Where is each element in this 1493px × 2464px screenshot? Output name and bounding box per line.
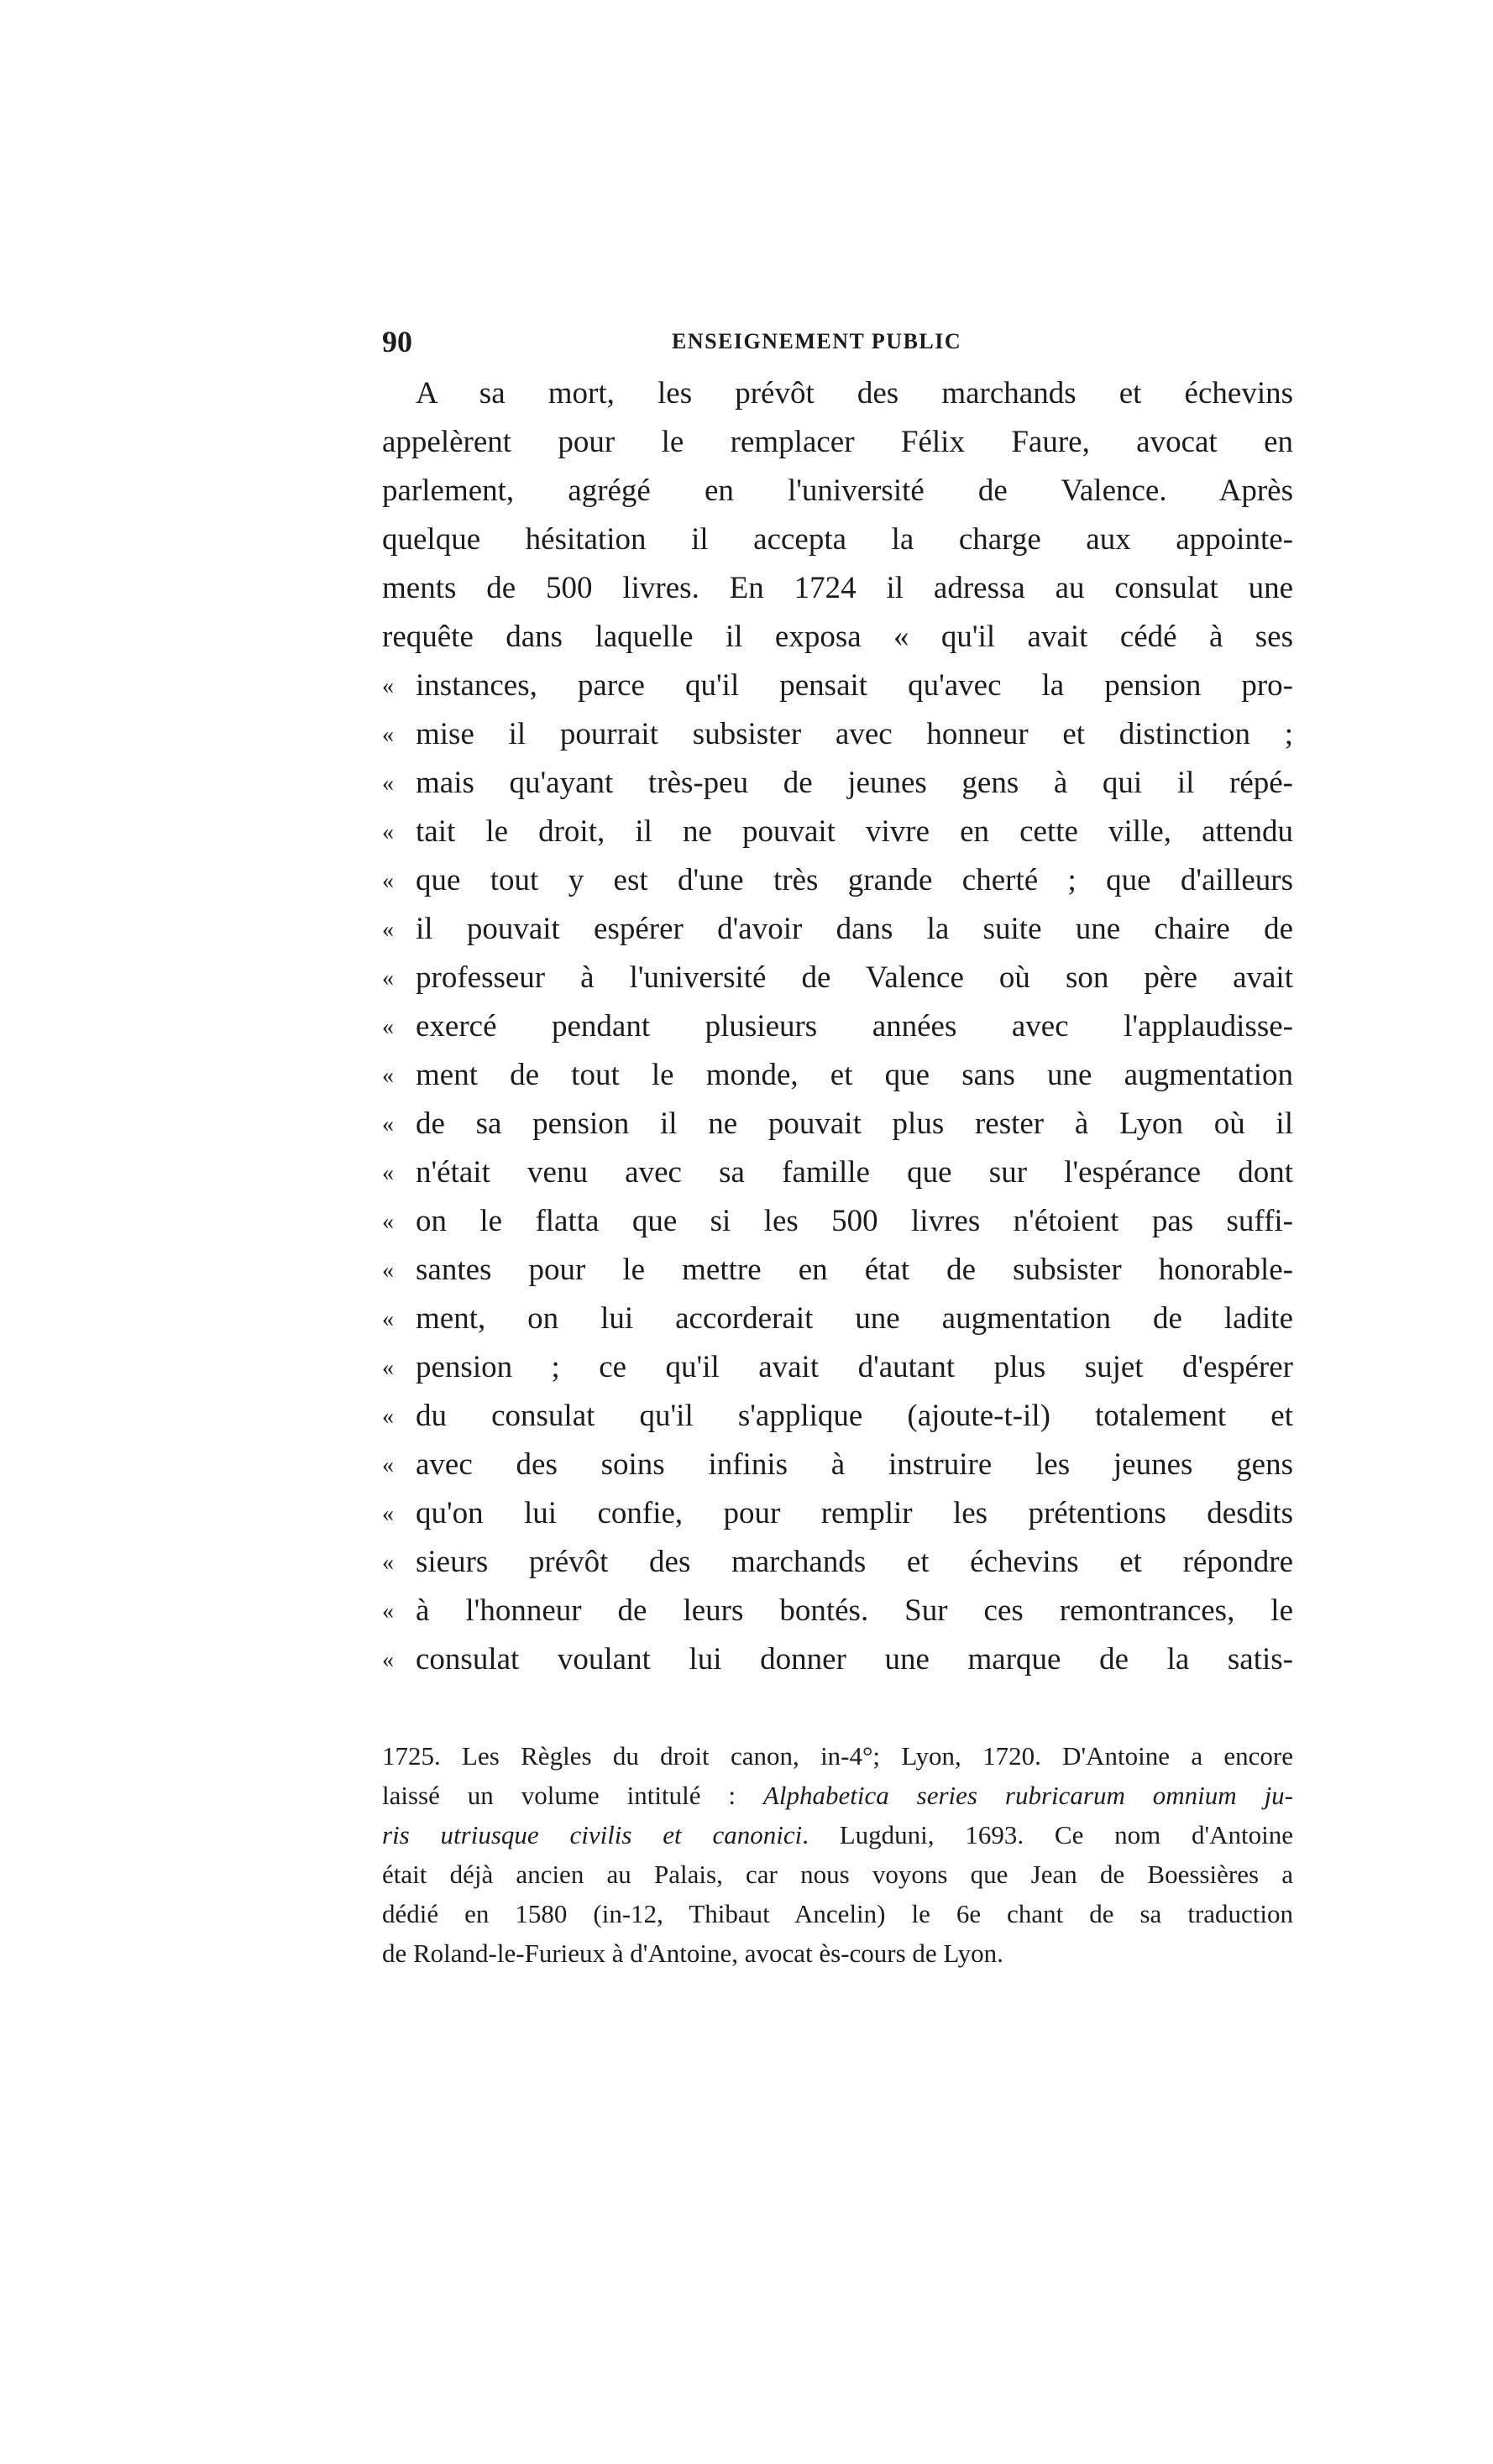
- quoted-line-text: tait le droit, il ne pouvait vivre en cette ville, attendu: [416, 814, 1293, 849]
- quote-mark: «: [382, 1404, 394, 1430]
- quoted-line-text: instances, parce qu'il pensait qu'avec la pension pro-: [416, 668, 1293, 703]
- quote-mark: «: [382, 1014, 394, 1040]
- quote-mark: «: [382, 1598, 394, 1624]
- footnote-line: [382, 1815, 1293, 1855]
- quoted-line: [382, 856, 1293, 905]
- quote-mark: «: [382, 1355, 394, 1381]
- quoted-line-text: n'était venu avec sa famille que sur l'espérance dont: [416, 1155, 1293, 1190]
- footnote-text: . Lugduni, 1693. Ce nom d'Antoine: [802, 1820, 1293, 1849]
- quote-mark: «: [382, 1209, 394, 1235]
- quote-mark: «: [382, 673, 394, 699]
- quoted-line: [382, 710, 1293, 759]
- quoted-line: [382, 1100, 1293, 1148]
- quoted-line-text: exercé pendant plusieurs années avec l'applaudisse-: [416, 1009, 1293, 1044]
- running-title: ENSEIGNEMENT PUBLIC: [672, 329, 962, 353]
- footnote-title-italic: Alphabetica series rubricarum omnium ju-: [762, 1781, 1293, 1810]
- body-text: [382, 369, 1293, 1684]
- quoted-line: [382, 1002, 1293, 1051]
- footnote-line: 1725. Les Règles du droit canon, in-4°; Lyon, 1720. D'Antoine a encore: [382, 1741, 1293, 1771]
- page-number: 90: [382, 325, 412, 358]
- quoted-line: [382, 1197, 1293, 1246]
- quote-mark: «: [382, 917, 394, 943]
- quote-mark: «: [382, 1258, 394, 1284]
- footnote-text: laissé un volume intitulé :: [382, 1781, 763, 1810]
- quoted-line-text: à l'honneur de leurs bontés. Sur ces remontrances, le: [416, 1593, 1293, 1628]
- quote-mark: «: [382, 819, 394, 845]
- quoted-line: [382, 1635, 1293, 1684]
- quote-mark: «: [382, 1501, 394, 1527]
- quoted-line: [382, 808, 1293, 856]
- quoted-line-text: pension ; ce qu'il avait d'autant plus sujet d'espérer: [416, 1350, 1293, 1384]
- quote-mark: «: [382, 868, 394, 894]
- quote-mark: «: [382, 1647, 394, 1673]
- text-line: quelque hésitation il accepta la charge aux appointe-: [382, 522, 1293, 557]
- quote-mark: «: [382, 965, 394, 991]
- text-line: requête dans laquelle il exposa « qu'il avait cédé à ses: [382, 620, 1293, 654]
- quoted-line: [382, 1392, 1293, 1441]
- quote-mark: «: [382, 771, 394, 797]
- quoted-line: [382, 905, 1293, 954]
- quoted-line-text: qu'on lui confie, pour remplir les prétentions desdits: [416, 1496, 1293, 1530]
- text-line: appelèrent pour le remplacer Félix Faure, avocat en: [382, 425, 1293, 459]
- quoted-line-text: avec des soins infinis à instruire les jeunes gens: [416, 1447, 1293, 1482]
- quote-mark: «: [382, 1112, 394, 1138]
- quote-mark: «: [382, 722, 394, 748]
- footnote-line: [382, 1776, 1293, 1815]
- text-line: ments de 500 livres. En 1724 il adressa au consulat une: [382, 571, 1293, 605]
- quote-mark: «: [382, 1550, 394, 1576]
- quoted-line-text: on le flatta que si les 500 livres n'étoient pas suffi-: [416, 1204, 1293, 1238]
- quoted-line-text: il pouvait espérer d'avoir dans la suite une chaire de: [416, 912, 1293, 946]
- footnote-line: dédié en 1580 (in-12, Thibaut Ancelin) le 6e chant de sa traduction: [382, 1899, 1293, 1928]
- quoted-line: [382, 1441, 1293, 1489]
- quoted-line: [382, 1246, 1293, 1295]
- quoted-line: [382, 1051, 1293, 1100]
- quoted-line-text: du consulat qu'il s'applique (ajoute-t-il) totalement et: [416, 1399, 1293, 1433]
- text-line: parlement, agrégé en l'université de Valence. Après: [382, 473, 1293, 508]
- quoted-line: [382, 1148, 1293, 1197]
- quoted-line: [382, 1343, 1293, 1392]
- text-line: A sa mort, les prévôt des marchands et échevins: [416, 376, 1293, 411]
- quoted-line: [382, 1489, 1293, 1538]
- quoted-line-text: mise il pourrait subsister avec honneur et distinction ;: [416, 717, 1293, 751]
- quoted-line-text: ment, on lui accorderait une augmentation de ladite: [416, 1301, 1293, 1336]
- quote-mark: «: [382, 1452, 394, 1478]
- quoted-line-text: santes pour le mettre en état de subsister honorable-: [416, 1253, 1293, 1287]
- quoted-line-text: sieurs prévôt des marchands et échevins et répondre: [416, 1545, 1293, 1579]
- quoted-line: [382, 954, 1293, 1002]
- footnote-line: était déjà ancien au Palais, car nous voyons que Jean de Boessières a: [382, 1860, 1293, 1889]
- quoted-line-text: que tout y est d'une très grande cherté ; que d'ailleurs: [416, 863, 1293, 897]
- quoted-line-text: consulat voulant lui donner une marque de la satis-: [416, 1642, 1293, 1677]
- quoted-line: [382, 759, 1293, 808]
- quote-mark: «: [382, 1306, 394, 1332]
- quoted-line-text: de sa pension il ne pouvait plus rester à Lyon où il: [416, 1106, 1293, 1141]
- quoted-line: [382, 662, 1293, 710]
- quote-mark: «: [382, 1063, 394, 1089]
- quoted-line: [382, 1295, 1293, 1343]
- footnote-title-italic: ris utriusque civilis et canonici: [382, 1820, 803, 1849]
- running-head: [382, 321, 1293, 363]
- footnote: [382, 1736, 1293, 1973]
- footnote-line: de Roland-le-Furieux à d'Antoine, avocat ès-cours de Lyon.: [382, 1938, 1003, 1968]
- quoted-line-text: ment de tout le monde, et que sans une augmentation: [416, 1058, 1293, 1092]
- quoted-line-text: mais qu'ayant très-peu de jeunes gens à qui il répé-: [416, 766, 1293, 800]
- quote-mark: «: [382, 1160, 394, 1186]
- quoted-line: [382, 1587, 1293, 1635]
- quoted-line: [382, 1538, 1293, 1587]
- quoted-line-text: professeur à l'université de Valence où son père avait: [416, 960, 1293, 995]
